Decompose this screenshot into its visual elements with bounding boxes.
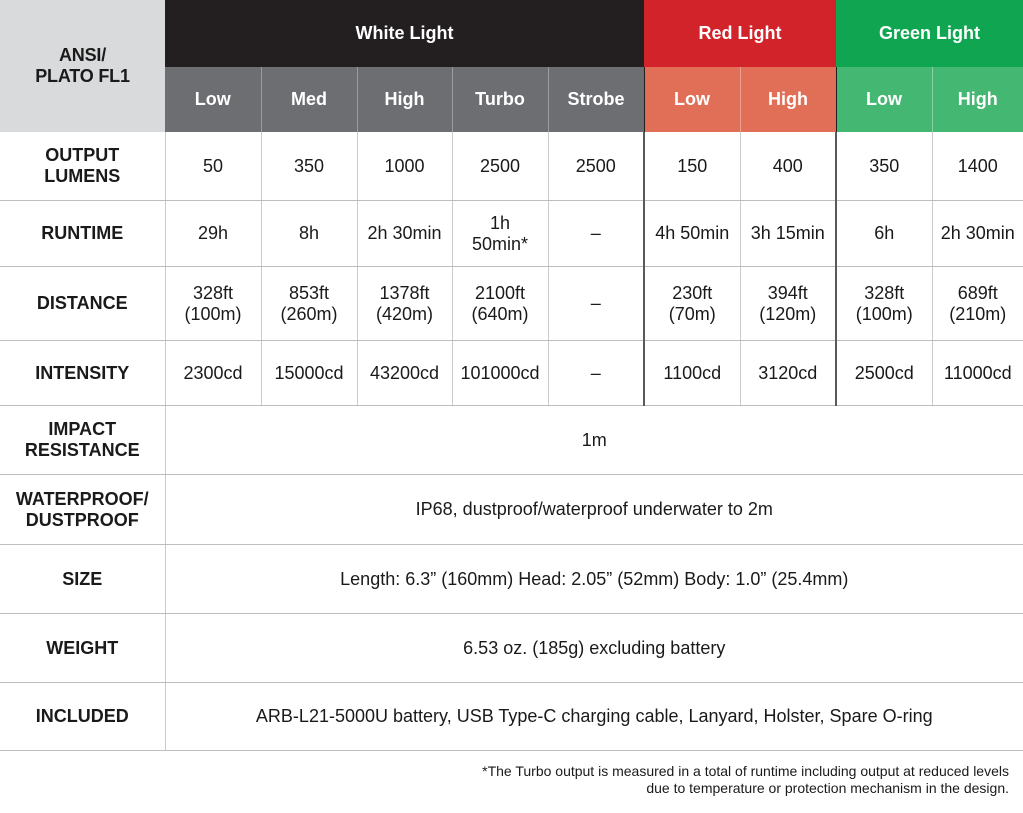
turbo-runtime-line1: 1h [489,212,511,233]
row-size [0,545,1023,614]
table-cell-span: ARB-L21-5000U battery, USB Type-C charging cable, Lanyard, Holster, Spare O-ring [165,683,1023,751]
row-runtime [0,201,1023,267]
row-label: RUNTIME [0,201,165,267]
row-label-line1: IMPACT [48,419,117,439]
row-label: INCLUDED [0,683,165,751]
distance-m: (640m) [471,303,529,324]
table-cell [452,267,548,341]
row-label [0,132,165,201]
distance-ft: 394ft [767,282,808,303]
row-impact-resistance [0,406,1023,475]
row-label: SIZE [0,545,165,614]
table-cell [357,267,452,341]
group-green-light: Green Light [836,0,1023,67]
table-cell: 1400 [932,132,1023,201]
row-label [0,406,165,475]
table-cell: 6h [836,201,932,267]
table-cell: 350 [836,132,932,201]
table-cell: 3120cd [740,341,836,406]
distance-m: (210m) [949,303,1007,324]
mode-white-low: Low [165,67,261,132]
table-cell: 150 [644,132,740,201]
distance-ft: 1378ft [379,282,430,303]
table-cell: 2300cd [165,341,261,406]
group-header-row [0,0,1023,67]
footnote-line2: due to temperature or protection mechanism in the design. [646,780,1009,796]
distance-ft: 689ft [957,282,998,303]
table-cell [740,267,836,341]
table-cell: 43200cd [357,341,452,406]
table-cell: 1000 [357,132,452,201]
distance-ft: 230ft [672,282,713,303]
table-cell: 350 [261,132,357,201]
table-cell: – [548,201,644,267]
row-label: INTENSITY [0,341,165,406]
row-label-line1: WATERPROOF/ [15,488,149,509]
table-cell: – [548,267,644,341]
table-cell: 15000cd [261,341,357,406]
distance-m: (100m) [855,303,913,324]
distance-ft: 2100ft [474,282,526,303]
distance-ft: 328ft [864,282,905,303]
table-cell [932,267,1023,341]
table-cell: 1100cd [644,341,740,406]
table-cell-span: 1m [165,406,1023,475]
mode-green-low: Low [836,67,932,132]
row-label-line1: OUTPUT [45,145,120,165]
corner-label-line1: ANSI/ [58,45,106,65]
row-label [0,475,165,545]
mode-white-med: Med [261,67,357,132]
distance-m: (260m) [280,303,338,324]
group-red-light: Red Light [644,0,836,67]
table-cell: 2500 [452,132,548,201]
row-intensity [0,341,1023,406]
table-cell: 2500 [548,132,644,201]
row-label-line2: DUSTPROOF [25,509,139,530]
distance-m: (120m) [759,303,817,324]
distance-ft: 853ft [288,282,330,303]
distance-m: (100m) [184,303,242,324]
table-cell: 400 [740,132,836,201]
row-included [0,683,1023,751]
group-white-light: White Light [165,0,644,67]
row-weight [0,614,1023,683]
row-label-line2: LUMENS [44,166,121,186]
mode-red-high: High [740,67,836,132]
distance-ft: 328ft [192,282,234,303]
table-cell [644,267,740,341]
row-output-lumens [0,132,1023,201]
distance-m: (70m) [668,303,716,324]
mode-white-turbo: Turbo [452,67,548,132]
corner-label-line2: PLATO FL1 [35,66,130,86]
table-cell: 2h 30min [932,201,1023,267]
table-cell: – [548,341,644,406]
table-cell: 11000cd [932,341,1023,406]
table-cell-turbo-runtime [452,201,548,267]
table-cell-span: 6.53 oz. (185g) excluding battery [165,614,1023,683]
table-cell: 50 [165,132,261,201]
mode-white-strobe: Strobe [548,67,644,132]
table-cell: 2500cd [836,341,932,406]
table-cell: 4h 50min [644,201,740,267]
table-cell-span: IP68, dustproof/waterproof underwater to 2m [165,475,1023,545]
table-cell [165,267,261,341]
mode-white-high: High [357,67,452,132]
table-cell: 29h [165,201,261,267]
row-distance [0,267,1023,341]
row-label-line2: RESISTANCE [24,440,140,460]
mode-green-high: High [932,67,1023,132]
table-cell: 8h [261,201,357,267]
row-waterproof [0,475,1023,545]
table-cell: 3h 15min [740,201,836,267]
turbo-runtime-line2: 50min* [471,233,529,254]
row-label: DISTANCE [0,267,165,341]
table-cell [261,267,357,341]
table-cell: 2h 30min [357,201,452,267]
footnote-line1: *The Turbo output is measured in a total of runtime including output at reduced levels [482,763,1009,779]
table-cell [836,267,932,341]
table-cell-span: Length: 6.3” (160mm) Head: 2.05” (52mm) Body: 1.0” (25.4mm) [165,545,1023,614]
footnote [482,763,1009,797]
distance-m: (420m) [375,303,433,324]
mode-red-low: Low [644,67,740,132]
table-cell: 101000cd [452,341,548,406]
row-label: WEIGHT [0,614,165,683]
corner-label [0,0,165,132]
